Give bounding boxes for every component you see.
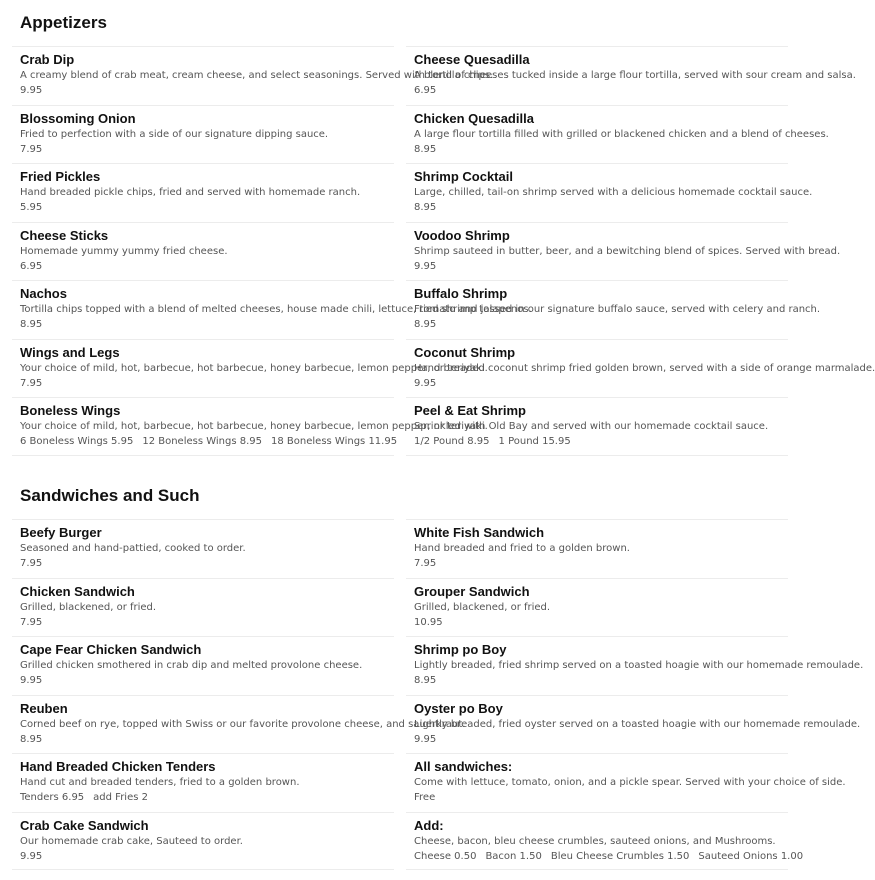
menu-item-description: Lightly breaded, fried shrimp served on a toasted hoagie with our homemade remoulade.	[414, 660, 864, 671]
menu-item-price: Free	[414, 792, 436, 803]
menu-item-name: Hand Breaded Chicken Tenders	[20, 759, 216, 774]
menu-item-prices	[414, 615, 788, 630]
sandwiches-grid	[12, 519, 864, 870]
menu-item-prices	[414, 142, 788, 157]
menu-item-description: Seasoned and hand-pattied, cooked to order.	[20, 543, 246, 554]
menu-item[interactable]	[406, 519, 788, 578]
menu-item-description: Grilled, blackened, or fried.	[20, 601, 157, 613]
menu-item-description: A blend of cheeses tucked inside a large flour tortilla, served with sour cream and salsa.	[414, 70, 856, 81]
menu-item-description: Your choice of mild, hot, barbecue, hot barbecue, honey barbecue, lemon pepper, or teriyaki.	[20, 362, 488, 374]
menu-item-name: Grouper Sandwich	[414, 583, 530, 599]
menu-item-prices	[414, 849, 804, 864]
menu-item-price: 12 Boneless Wings 8.95	[142, 436, 263, 447]
menu-item-prices	[20, 317, 394, 332]
menu-item-price: 8.95	[20, 319, 43, 330]
menu-item-price: 9.95	[414, 733, 437, 745]
menu-item-description: Come with lettuce, tomato, onion, and a pickle spear. Served with your choice of side.	[414, 777, 846, 788]
menu-item-name: Coconut Shrimp	[414, 344, 516, 360]
menu-item-name: Nachos	[20, 286, 67, 301]
menu-item-prices	[414, 732, 788, 747]
menu-item[interactable]	[406, 222, 841, 281]
menu-item-name: Reuben	[20, 700, 68, 716]
menu-item-prices	[414, 790, 788, 805]
menu-item-description: Fried to perfection with a side of our signature dipping sauce.	[20, 128, 329, 140]
menu-item-name: Cape Fear Chicken Sandwich	[20, 642, 202, 657]
menu-item-price: 5.95	[20, 202, 43, 213]
menu-item-price: Cheese 0.50	[414, 850, 477, 862]
menu-item-price: 1/2 Pound 8.95	[414, 436, 490, 447]
menu-item-description: Hand breaded and fried to a golden brown.	[414, 543, 630, 554]
menu-item-name: Cheese Sticks	[20, 227, 109, 243]
menu-item-price: 9.95	[414, 260, 437, 272]
menu-item-prices	[414, 673, 788, 688]
menu-item-price: 9.95	[414, 377, 437, 389]
menu-item-price: 8.95	[414, 675, 437, 686]
menu-item-prices	[414, 259, 788, 274]
menu-item-description: A creamy blend of crab meat, cream cheese, and select seasonings. Served with tortilla chips.	[20, 70, 494, 81]
menu-item-name: White Fish Sandwich	[414, 525, 545, 540]
menu-item-name: Add:	[414, 817, 444, 833]
menu-item[interactable]	[12, 163, 394, 222]
menu-item-name: Voodoo Shrimp	[414, 227, 510, 243]
menu-item-price: 7.95	[20, 616, 43, 628]
menu-item-name: Chicken Quesadilla	[414, 110, 534, 126]
menu-item-name: Beefy Burger	[20, 525, 102, 540]
menu-item-price: 8.95	[414, 319, 437, 330]
menu-item-name: Wings and Legs	[20, 344, 120, 360]
menu-item-name: Oyster po Boy	[414, 700, 503, 716]
menu-item-prices	[20, 376, 394, 391]
menu-item-name: Peel & Eat Shrimp	[414, 403, 526, 418]
menu-item-description: Sprinkled with Old Bay and served with our homemade cocktail sauce.	[414, 421, 769, 432]
menu-item-description: Our homemade crab cake, Sauteed to order.	[20, 835, 243, 847]
menu-item-price: 7.95	[20, 143, 43, 155]
menu-item[interactable]	[406, 753, 846, 812]
menu-item-name: Blossoming Onion	[20, 110, 136, 126]
menu-item-prices	[20, 434, 398, 449]
menu-item-name: Chicken Sandwich	[20, 583, 135, 599]
menu-item-description: Cheese, bacon, bleu cheese crumbles, sauteed onions, and Mushrooms.	[414, 835, 776, 847]
menu-item-prices	[414, 556, 788, 571]
menu-item-description: Grilled, blackened, or fried.	[414, 601, 551, 613]
menu-item-name: Crab Cake Sandwich	[20, 817, 149, 833]
menu-item-name: Buffalo Shrimp	[414, 286, 508, 301]
menu-item[interactable]	[12, 105, 394, 164]
menu-item[interactable]	[406, 695, 861, 754]
menu-item[interactable]	[406, 163, 813, 222]
menu-item-prices	[414, 376, 788, 391]
menu-item-price: Tenders 6.95	[20, 792, 85, 803]
menu-item-price: add Fries 2	[93, 792, 148, 803]
menu-item-price: 9.95	[20, 675, 43, 686]
menu-item-prices	[20, 556, 394, 571]
menu-item-description: Large, chilled, tail-on shrimp served with a delicious homemade cocktail sauce.	[414, 187, 813, 198]
menu-item-description: Your choice of mild, hot, barbecue, hot barbecue, honey barbecue, lemon pepper, or teriyaki.	[20, 421, 488, 432]
menu-item-description: Homemade yummy yummy fried cheese.	[20, 245, 228, 257]
menu-item[interactable]	[12, 636, 394, 695]
menu-item-price: 8.95	[414, 202, 437, 213]
menu-item-prices	[20, 142, 394, 157]
menu-item-prices	[20, 615, 394, 630]
menu-item[interactable]	[406, 280, 821, 339]
menu-item-price: 9.95	[20, 850, 43, 862]
menu-item-price: 9.95	[20, 85, 43, 96]
menu-item-description: Corned beef on rye, topped with Swiss or our favorite provolone cheese, and sauerkraut.	[20, 718, 466, 730]
menu-item-prices	[20, 849, 394, 864]
menu-item-prices	[414, 317, 788, 332]
menu-item-price: Bacon 1.50	[485, 850, 542, 862]
section-title-appetizers: Appetizers	[20, 13, 107, 32]
menu-item[interactable]	[12, 578, 394, 637]
menu-item-price: 6.95	[414, 85, 437, 96]
menu-item-prices	[20, 200, 394, 215]
menu-item-prices	[20, 732, 394, 747]
menu-item-price: Sauteed Onions 1.00	[698, 850, 804, 862]
menu-item[interactable]	[406, 105, 829, 164]
menu-item[interactable]	[406, 46, 856, 105]
appetizers-grid	[12, 46, 875, 456]
menu-item-name: All sandwiches:	[414, 759, 513, 774]
menu-item[interactable]	[12, 812, 394, 871]
menu-item[interactable]	[406, 339, 875, 398]
menu-item-price: Bleu Cheese Crumbles 1.50	[550, 850, 690, 862]
menu-item-description: Tortilla chips topped with a blend of melted cheeses, house made chili, lettuce, tomato and jalapenos.	[20, 304, 532, 315]
menu-item-name: Boneless Wings	[20, 403, 121, 418]
menu-item-name: Fried Pickles	[20, 169, 101, 184]
menu-item-price: 8.95	[414, 143, 437, 155]
menu-item-price: 18 Boneless Wings 11.95	[271, 436, 398, 447]
menu-item-name: Crab Dip	[20, 52, 75, 67]
menu-item[interactable]	[12, 753, 394, 812]
menu-item-price: 6.95	[20, 260, 43, 272]
menu-item-description: Hand cut and breaded tenders, fried to a golden brown.	[20, 777, 300, 788]
menu-item-description: Lightly breaded, fried oyster served on a toasted hoagie with our homemade remoulade.	[414, 718, 861, 730]
menu-item[interactable]	[12, 222, 394, 281]
menu-item[interactable]	[406, 578, 788, 637]
menu-item-description: A large flour tortilla filled with grilled or blackened chicken and a blend of cheeses.	[414, 128, 829, 140]
menu-item-price: 1 Pound 15.95	[498, 436, 571, 447]
menu-item-prices	[20, 259, 394, 274]
menu-item-prices	[20, 673, 394, 688]
menu-item-price: 10.95	[414, 616, 443, 628]
menu-item-price: 7.95	[414, 558, 437, 569]
menu-item-prices	[414, 200, 788, 215]
menu-item-description: Fried shrimp tossed in our signature buffalo sauce, served with celery and ranch.	[414, 304, 821, 315]
menu-item[interactable]	[406, 812, 804, 871]
menu-item[interactable]	[12, 519, 394, 578]
menu-item-prices	[20, 790, 394, 805]
menu-item-name: Cheese Quesadilla	[414, 52, 530, 67]
section-title-sandwiches: Sandwiches and Such	[20, 486, 200, 505]
menu-item[interactable]	[406, 397, 788, 456]
menu-item-prices	[20, 83, 394, 98]
menu-item-price: 7.95	[20, 377, 43, 389]
menu-item-description: Hand breaded coconut shrimp fried golden brown, served with a side of orange marmalade.	[414, 362, 875, 374]
menu-item-description: Grilled chicken smothered in crab dip and melted provolone cheese.	[20, 660, 363, 671]
menu-item-description: Hand breaded pickle chips, fried and served with homemade ranch.	[20, 187, 361, 198]
menu-item-price: 6 Boneless Wings 5.95	[20, 436, 134, 447]
menu-item-name: Shrimp Cocktail	[414, 169, 513, 184]
menu-item[interactable]	[406, 636, 864, 695]
menu-item-prices	[414, 83, 788, 98]
menu-item-prices	[414, 434, 788, 449]
menu-item-name: Shrimp po Boy	[414, 642, 507, 657]
menu-item-price: 8.95	[20, 733, 43, 745]
menu-item-description: Shrimp sauteed in butter, beer, and a bewitching blend of spices. Served with bread.	[414, 245, 841, 257]
menu-item-price: 7.95	[20, 558, 43, 569]
